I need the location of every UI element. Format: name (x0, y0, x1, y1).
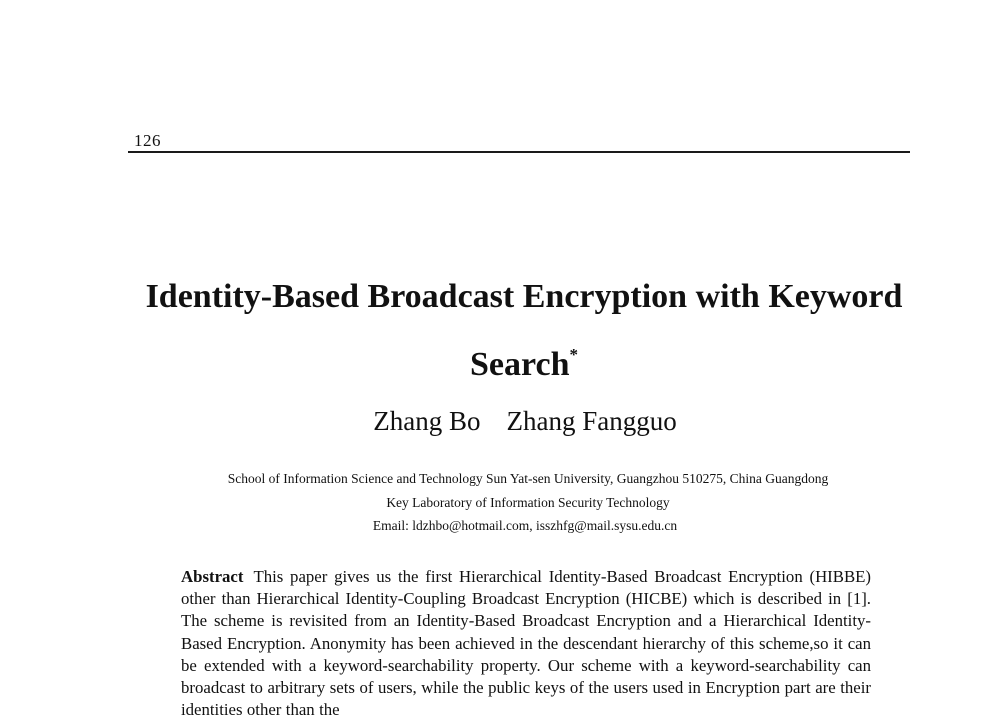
author-list (0, 406, 1000, 437)
author-2: Zhang Fangguo (506, 406, 677, 436)
title-line-2 (110, 326, 938, 394)
author-email: Email: ldzhbo@hotmail.com, isszhfg@mail.sysu.edu.cn (372, 518, 678, 533)
abstract-text: This paper gives us the first Hierarchical Identity-Based Broadcast Encryption (HIBBE) other than Hierarchical Identity-Coupling Broadcast Encryption (HICBE) which is described in [1]. The scheme is revisited from an Identity-Based Broadcast Encryption and a Hierarchical Identity-Based Encryption. Anonymity has been achieved in the descendant hierarchy of this scheme,so it can be extended with a keyword-searchability property. Our scheme with a keyword-searchability can broadcast to arbitrary sets of users, while the public keys of the users used in Encryption part are their identities other than the (181, 567, 871, 720)
header-rule (128, 151, 910, 153)
affiliation-line-2: Key Laboratory of Information Security Technology (386, 495, 670, 510)
page-number: 126 (134, 131, 161, 150)
affiliation-line-1: School of Information Science and Technology Sun Yat-sen University, Guangzhou 510275, China Guangdong (227, 471, 829, 486)
title-line-1: Identity-Based Broadcast Encryption with Keyword (145, 278, 903, 315)
abstract (181, 566, 871, 721)
author-1: Zhang Bo (373, 406, 481, 436)
abstract-label: Abstract (181, 567, 244, 586)
affiliation (140, 467, 916, 515)
title-line-2-text: Search (470, 346, 570, 383)
paper-title (110, 268, 938, 394)
title-footnote-marker: * (569, 345, 578, 364)
